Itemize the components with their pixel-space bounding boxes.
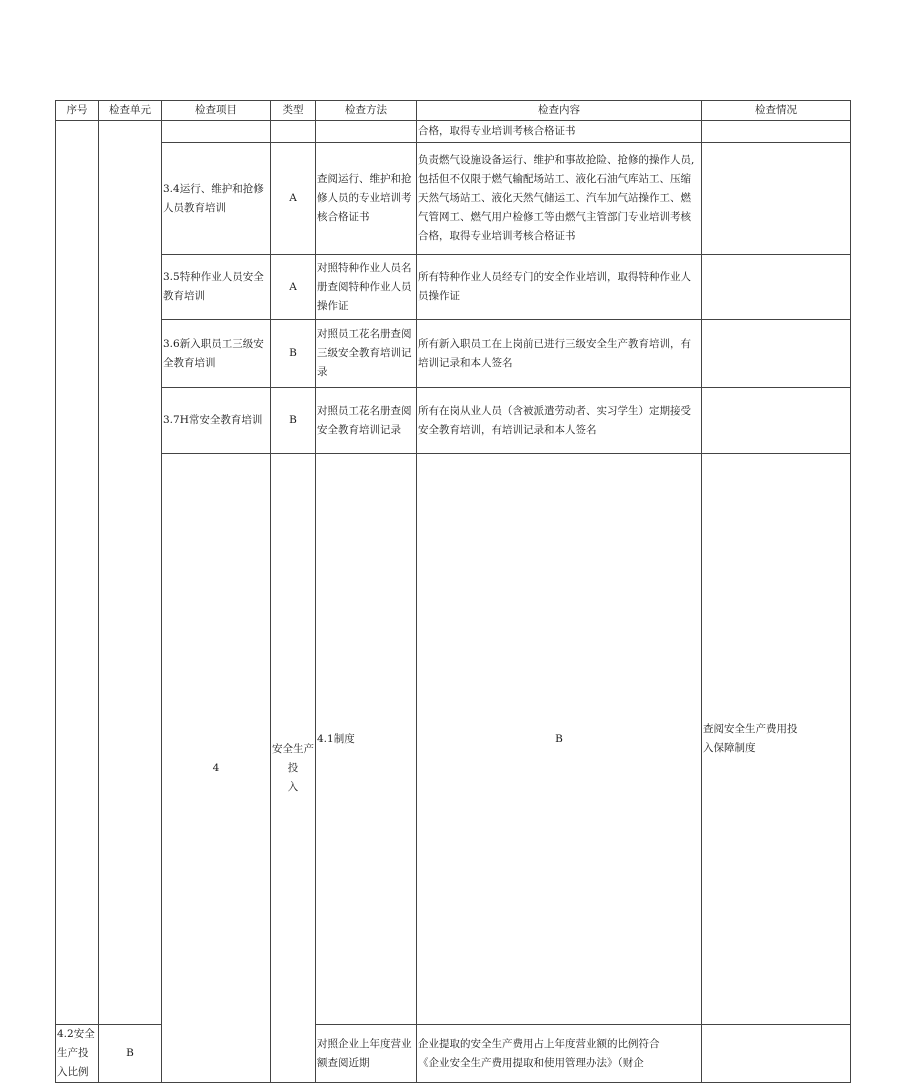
- item-cell: 4.1制度: [316, 454, 417, 1025]
- header-result: 检查情况: [702, 101, 851, 121]
- result-cell: [702, 143, 851, 255]
- header-unit: 检查单元: [99, 101, 162, 121]
- table-row: [56, 121, 851, 143]
- table-row: [56, 320, 851, 388]
- item-cell: 3.6新入职员工三级安 全教育培训: [162, 320, 271, 388]
- result-cell: [702, 1025, 851, 1083]
- content-cell: 企业提取的安全生产费用占上年度营业额的比例符合 《企业安全生产费用提取和使用管理办法》（财企: [417, 1025, 702, 1083]
- table-row: [56, 143, 851, 255]
- type-cell: [271, 121, 316, 143]
- type-cell: B: [271, 388, 316, 454]
- result-cell: [702, 388, 851, 454]
- item-cell: [162, 121, 271, 143]
- seq-cell: 4: [162, 454, 271, 1083]
- unit-cell-continued: [99, 121, 162, 1025]
- type-cell: A: [271, 143, 316, 255]
- method-cell: 对照特种作业人员名 册查阅特种作业人员 操作证: [316, 255, 417, 320]
- method-cell: 对照企业上年度营业 额查阅近期: [316, 1025, 417, 1083]
- table-row: [56, 255, 851, 320]
- content-cell: 所有特种作业人员经专门的安全作业培训，取得特种作业人 员操作证: [417, 255, 702, 320]
- result-cell: [702, 255, 851, 320]
- table-row: [56, 454, 851, 1025]
- content-cell: 所有在岗从业人员（含被派遣劳动者、实习学生）定期接受 安全教育培训，有培训记录和本人签名: [417, 388, 702, 454]
- method-cell: 查阅运行、维护和抢 修人员的专业培训考 核合格证书: [316, 143, 417, 255]
- unit-cell: 安全生产投 入: [271, 454, 316, 1083]
- header-item: 检查项目: [162, 101, 271, 121]
- table-row: [56, 388, 851, 454]
- type-cell: B: [99, 1025, 162, 1083]
- content-cell: 所有新入职员工在上岗前已进行三级安全生产教育培训，有 培训记录和本人签名: [417, 320, 702, 388]
- header-row: [56, 101, 851, 121]
- header-type: 类型: [271, 101, 316, 121]
- seq-cell-continued: [56, 121, 99, 1025]
- item-cell: 3.7H常安全教育培训: [162, 388, 271, 454]
- header-content: 检查内容: [417, 101, 702, 121]
- item-cell: 3.5特种作业人员安全 教育培训: [162, 255, 271, 320]
- item-cell: 4.2安全生产投入比例: [56, 1025, 99, 1083]
- method-cell: 对照员工花名册查阅 三级安全教育培训记 录: [316, 320, 417, 388]
- content-cell: 合格，取得专业培训考核合格证书: [417, 121, 702, 143]
- header-seq: 序号: [56, 101, 99, 121]
- method-cell: 对照员工花名册查阅 安全教育培训记录: [316, 388, 417, 454]
- method-cell: 查阅安全生产费用投 入保障制度: [702, 454, 851, 1025]
- content-cell: 负责燃气设施设备运行、维护和事故抢险、抢修的操作人员, 包括但不仅限于燃气输配场站工、液化石油气库站工、压缩 天然气场站工、液化天然气储运工、汽车加气站操作工、燃 气管网工、燃气用户检修工等由燃气主管部门专业培训考核 合格，取得专业培训考核合格证书: [417, 143, 702, 255]
- result-cell: [702, 121, 851, 143]
- type-cell: A: [271, 255, 316, 320]
- item-cell: 3.4运行、维护和抢修 人员教育培训: [162, 143, 271, 255]
- type-cell: B: [271, 320, 316, 388]
- header-method: 检查方法: [316, 101, 417, 121]
- type-cell: B: [417, 454, 702, 1025]
- method-cell: [316, 121, 417, 143]
- result-cell: [702, 320, 851, 388]
- inspection-table: [55, 100, 851, 1083]
